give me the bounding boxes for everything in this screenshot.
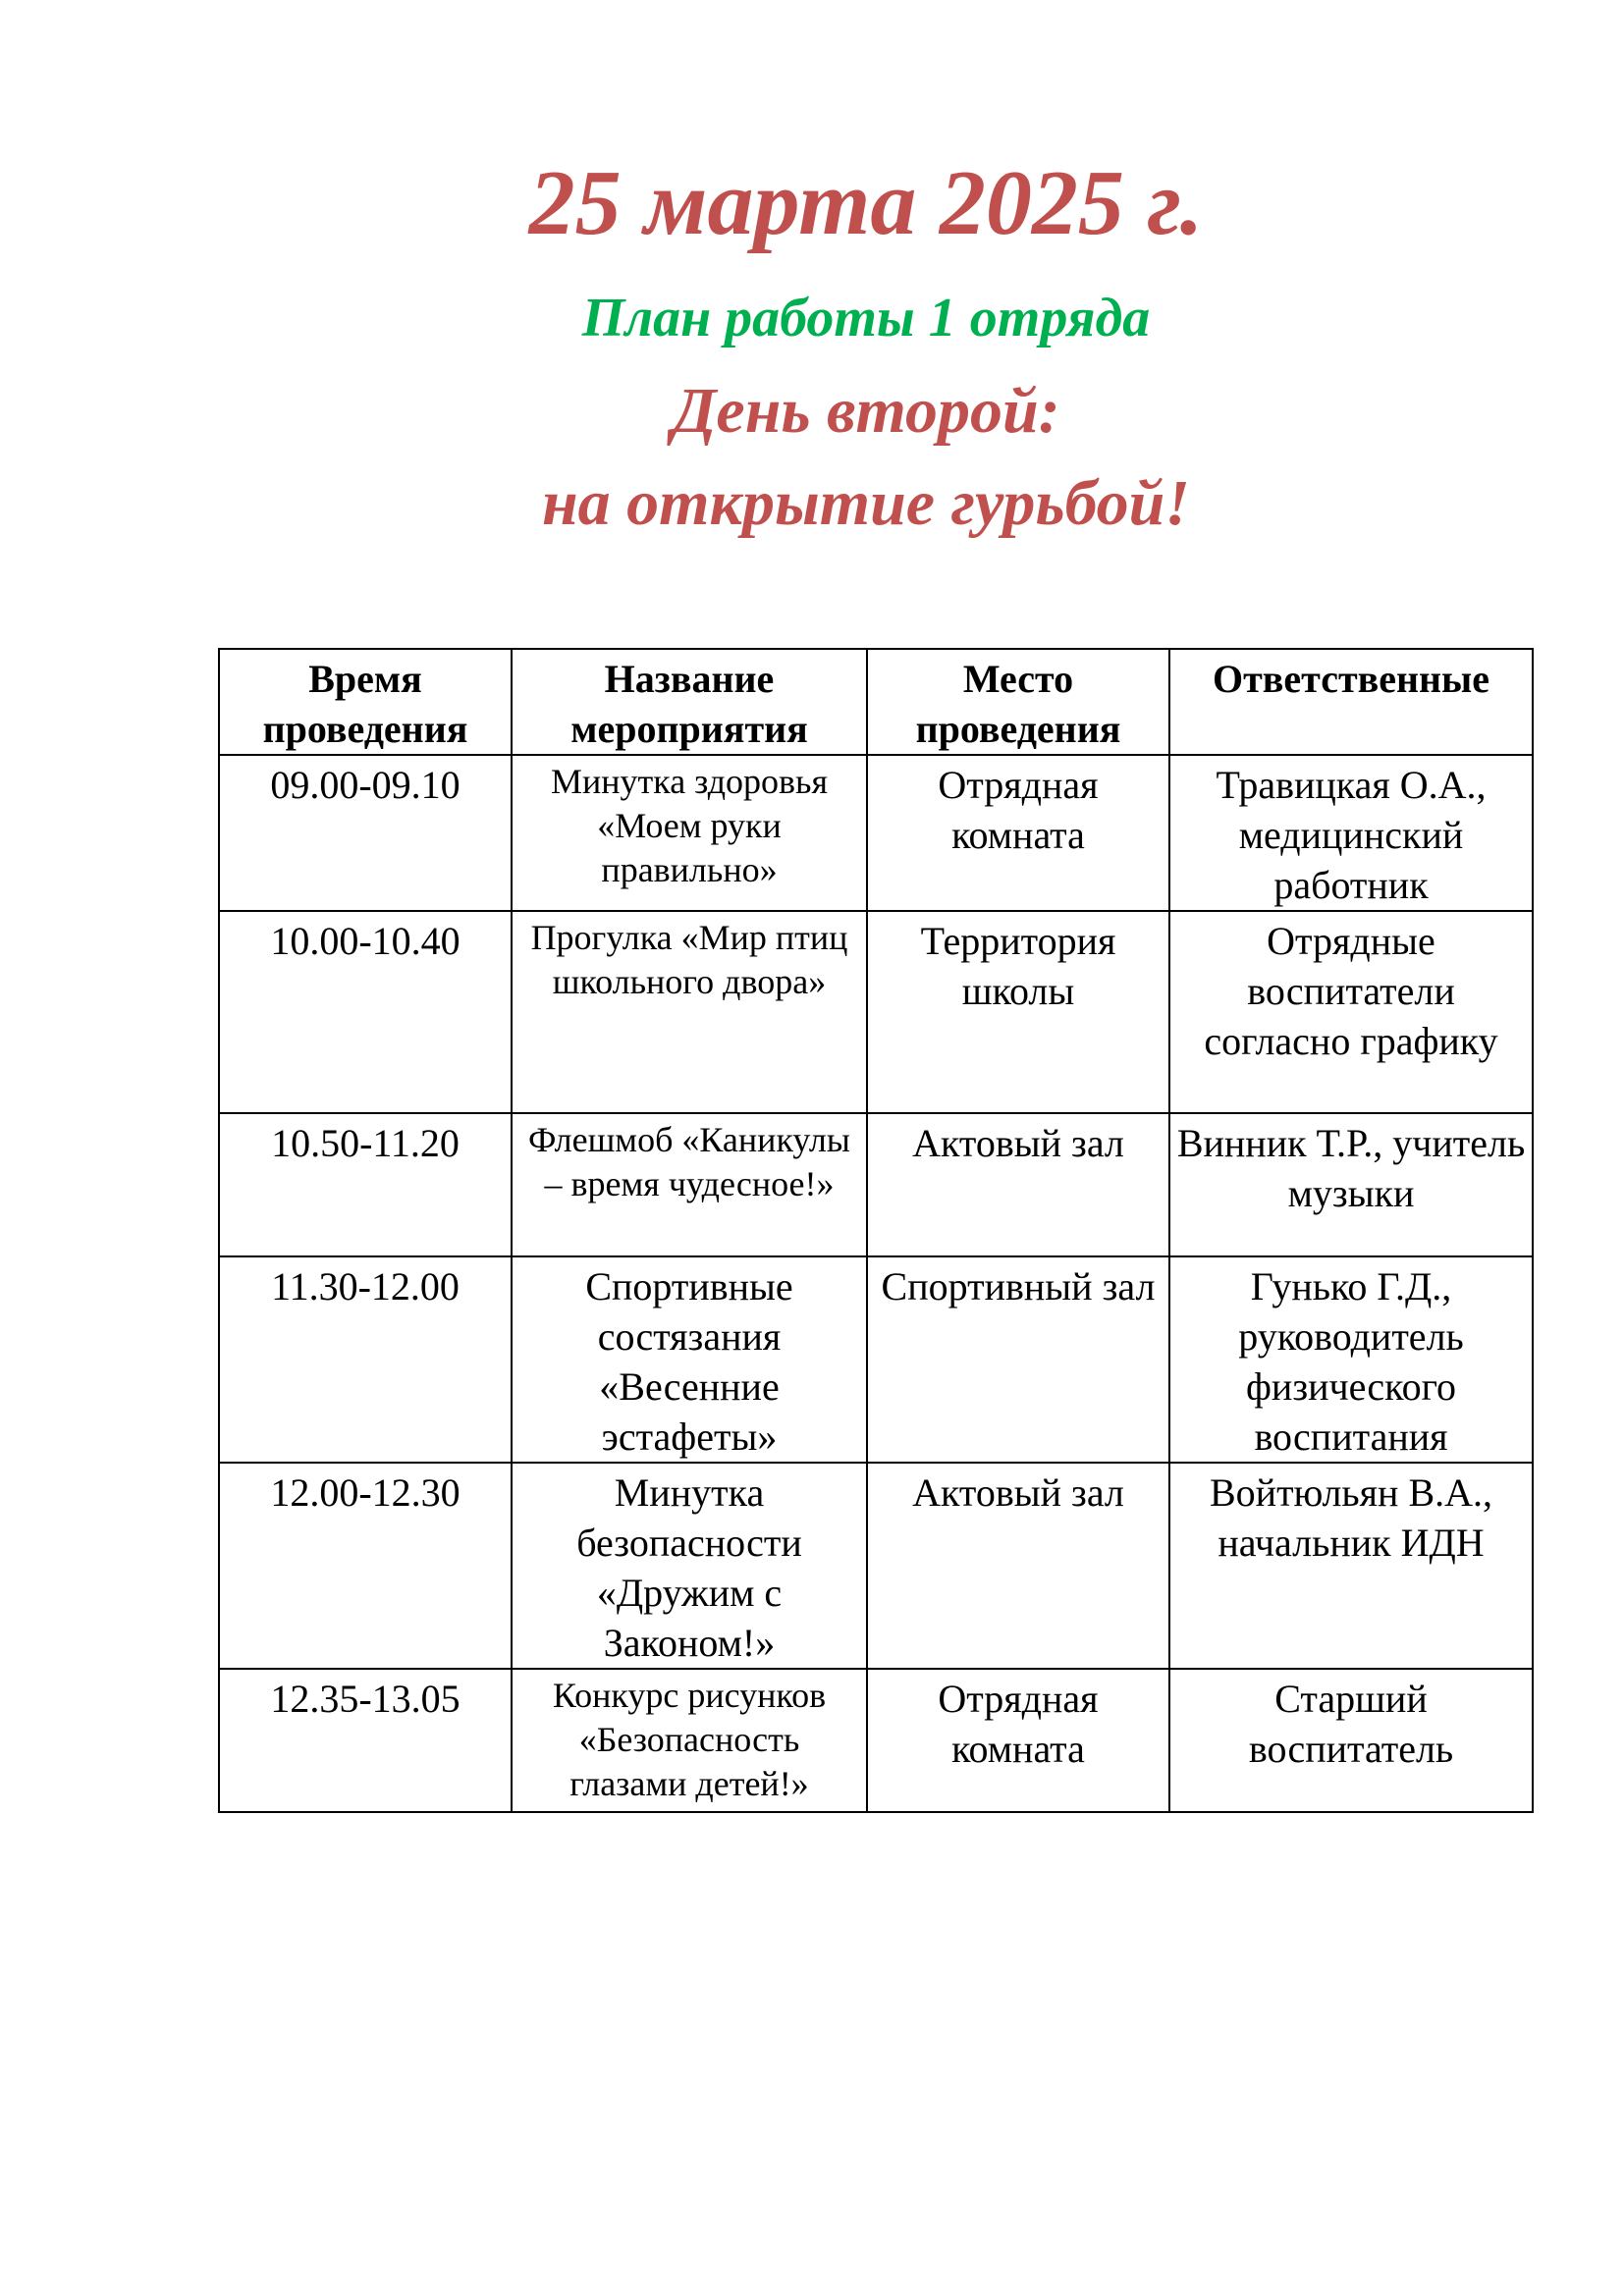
cell-event: Флешмоб «Каникулы – время чудесное!»: [512, 1113, 867, 1256]
schedule-table: [218, 648, 1534, 1813]
cell-time: 12.00-12.30: [219, 1463, 512, 1669]
cell-time: 11.30-12.00: [219, 1256, 512, 1463]
table-row: [219, 1113, 1533, 1256]
cell-place: Актовый зал: [867, 1113, 1169, 1256]
cell-event: Прогулка «Мир птиц школьного двора»: [512, 911, 867, 1113]
cell-event: Минутка безопасности «Дружим с Законом!»: [512, 1463, 867, 1669]
cell-time: 12.35-13.05: [219, 1669, 512, 1812]
table-row: [219, 1669, 1533, 1812]
table-row: [219, 1463, 1533, 1669]
header-time: Время проведения: [219, 649, 512, 755]
cell-responsible: Винник Т.Р., учитель музыки: [1169, 1113, 1533, 1256]
cell-place: Отрядная комната: [867, 1669, 1169, 1812]
cell-responsible: Отрядные воспитатели согласно графику: [1169, 911, 1533, 1113]
day-title: День второй:: [672, 375, 1060, 447]
cell-time: 09.00-09.10: [219, 755, 512, 911]
table-row: [219, 755, 1533, 911]
document-date-title: 25 марта 2025 г.: [528, 152, 1204, 254]
plan-subtitle: План работы 1 отряда: [581, 288, 1151, 348]
table-row: [219, 911, 1533, 1113]
cell-event: Минутка здоровья «Моем руки правильно»: [512, 755, 867, 911]
header-event: Название мероприятия: [512, 649, 867, 755]
cell-place: Территория школы: [867, 911, 1169, 1113]
cell-event: Спортивные состязания «Весенние эстафеты»: [512, 1256, 867, 1463]
cell-place: Актовый зал: [867, 1463, 1169, 1669]
cell-responsible: Войтюльян В.А., начальник ИДН: [1169, 1463, 1533, 1669]
cell-time: 10.50-11.20: [219, 1113, 512, 1256]
header-responsible: Ответственные: [1169, 649, 1533, 755]
header-place: Место проведения: [867, 649, 1169, 755]
cell-responsible: Старший воспитатель: [1169, 1669, 1533, 1812]
day-motto: на открытие гурьбой!: [542, 467, 1190, 539]
cell-responsible: Гунько Г.Д., руководитель физического воспитания: [1169, 1256, 1533, 1463]
cell-place: Отрядная комната: [867, 755, 1169, 911]
cell-responsible: Травицкая О.А., медицинский работник: [1169, 755, 1533, 911]
cell-time: 10.00-10.40: [219, 911, 512, 1113]
table-row: [219, 1256, 1533, 1463]
cell-event: Конкурс рисунков «Безопасность глазами детей!»: [512, 1669, 867, 1812]
cell-place: Спортивный зал: [867, 1256, 1169, 1463]
table-header-row: [219, 649, 1533, 755]
